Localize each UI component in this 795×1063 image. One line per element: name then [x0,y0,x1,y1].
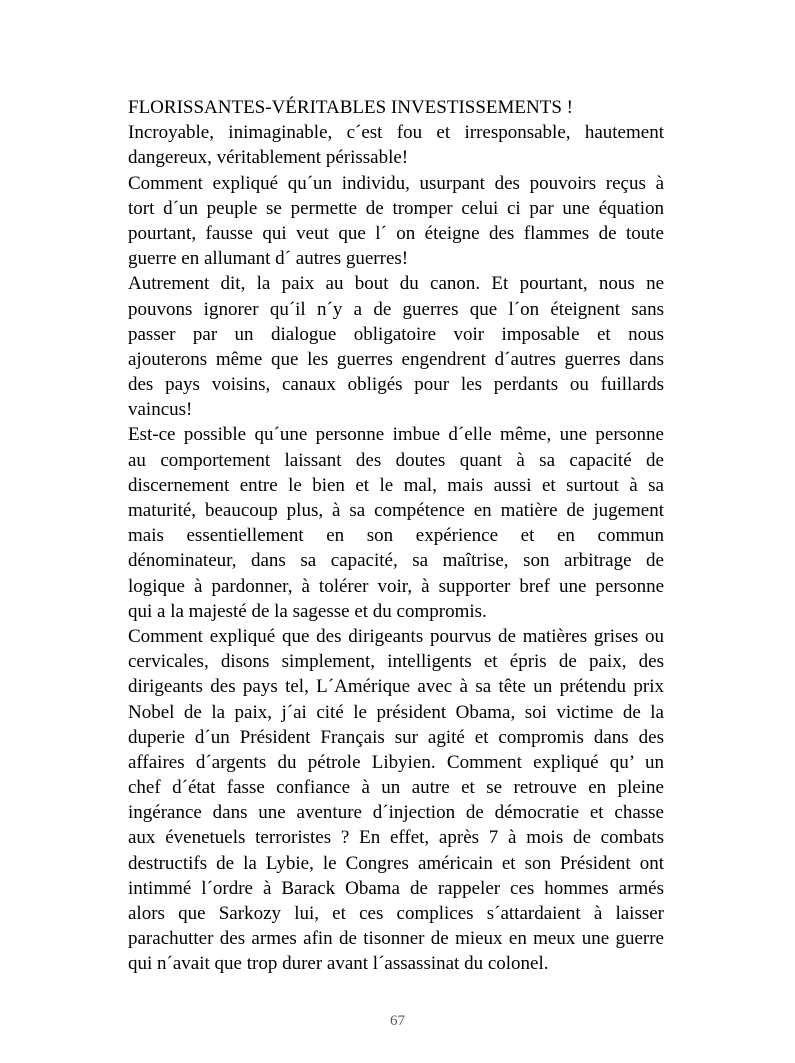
text-line: Comment expliqué qu´un individu, usurpant des pouvoirs reçus à [128,172,664,194]
text-line: alors que Sarkozy lui, et ces complices s´attardaient à laisser [128,903,664,924]
text-line: intimmé l´ordre à Barack Obama de rappeler ces hommes armés [128,877,664,899]
text-line: mais essentiellement en son expérience et en commun [128,525,664,547]
text-line: ajouterons même que les guerres engendrent d´autres guerres dans [128,348,664,370]
text-line: qui a la majesté de la sagesse et du compromis. [128,600,487,622]
text-line: vaincus! [128,399,193,421]
text-line: duperie d´un Président Français sur agité et compromis dans des [128,726,664,748]
text-line: dangereux, véritablement périssable! [128,147,409,169]
text-line: Est-ce possible qu´une personne imbue d´elle même, une personne [128,424,664,446]
text-line: Nobel de la paix, j´ai cité le président Obama, soi victime de la [128,701,664,723]
page-text [128,95,664,977]
text-line: aux évenetuels terroristes ? En effet, après 7 à mois de combats [128,827,664,849]
text-line: ingérance dans une aventure d´injection de démocratie et chasse [128,802,664,824]
text-line: pouvons ignorer qu´il n´y a de guerres que l´on éteignent sans [128,298,664,320]
paragraph [128,120,664,170]
text-line: cervicales, disons simplement, intelligents et épris de paix, des [128,651,664,673]
paragraph [128,271,664,422]
text-line: guerre en allumant d´ autres guerres! [128,248,409,270]
page-number: 67 [390,1013,405,1029]
text-line: Comment expliqué que des dirigeants pourvus de matières grises ou [128,625,664,647]
paragraph [128,171,664,272]
paragraph [128,95,664,120]
paragraph [128,624,664,977]
text-line: FLORISSANTES-VÉRITABLES INVESTISSEMENTS ! [128,97,573,118]
text-line: maturité, beaucoup plus, à sa compétence en matière de jugement [128,500,664,521]
paragraph [128,422,664,624]
text-line: passer par un dialogue obligatoire voir imposable et nous [128,323,664,345]
text-line: logique à pardonner, à tolérer voir, à supporter bref une personne [128,575,664,597]
text-line: tort d´un peuple se permette de tromper celui ci par une équation [128,197,664,219]
page-footer [0,1011,795,1031]
text-line: chef d´état fasse confiance à un autre et se retrouve en pleine [128,777,664,799]
text-line: au comportement laissant des doutes quant à sa capacité de [128,449,664,471]
text-line: parachutter des armes afin de tisonner de mieux en meux une guerre [128,928,664,950]
text-line: dénominateur, dans sa capacité, sa maîtrise, son arbitrage de [128,550,664,572]
text-line: destructifs de la Lybie, le Congres américain et son Président ont [128,852,664,874]
text-line: dirigeants des pays tel, L´Amérique avec à sa tête un prétendu prix [128,676,664,698]
text-line: Incroyable, inimaginable, c´est fou et irresponsable, hautement [128,122,664,144]
text-line: discernement entre le bien et le mal, mais aussi et surtout à sa [128,474,664,496]
text-line: qui n´avait que trop durer avant l´assassinat du colonel. [128,953,549,975]
text-line: pourtant, fausse qui veut que l´ on éteigne des flammes de toute [128,222,664,244]
text-line: des pays voisins, canaux obligés pour les perdants ou fuillards [128,374,664,396]
text-line: Autrement dit, la paix au bout du canon. Et pourtant, nous ne [128,273,664,295]
text-line: affaires d´argents du pétrole Libyien. Comment expliqué qu’ un [128,751,664,773]
